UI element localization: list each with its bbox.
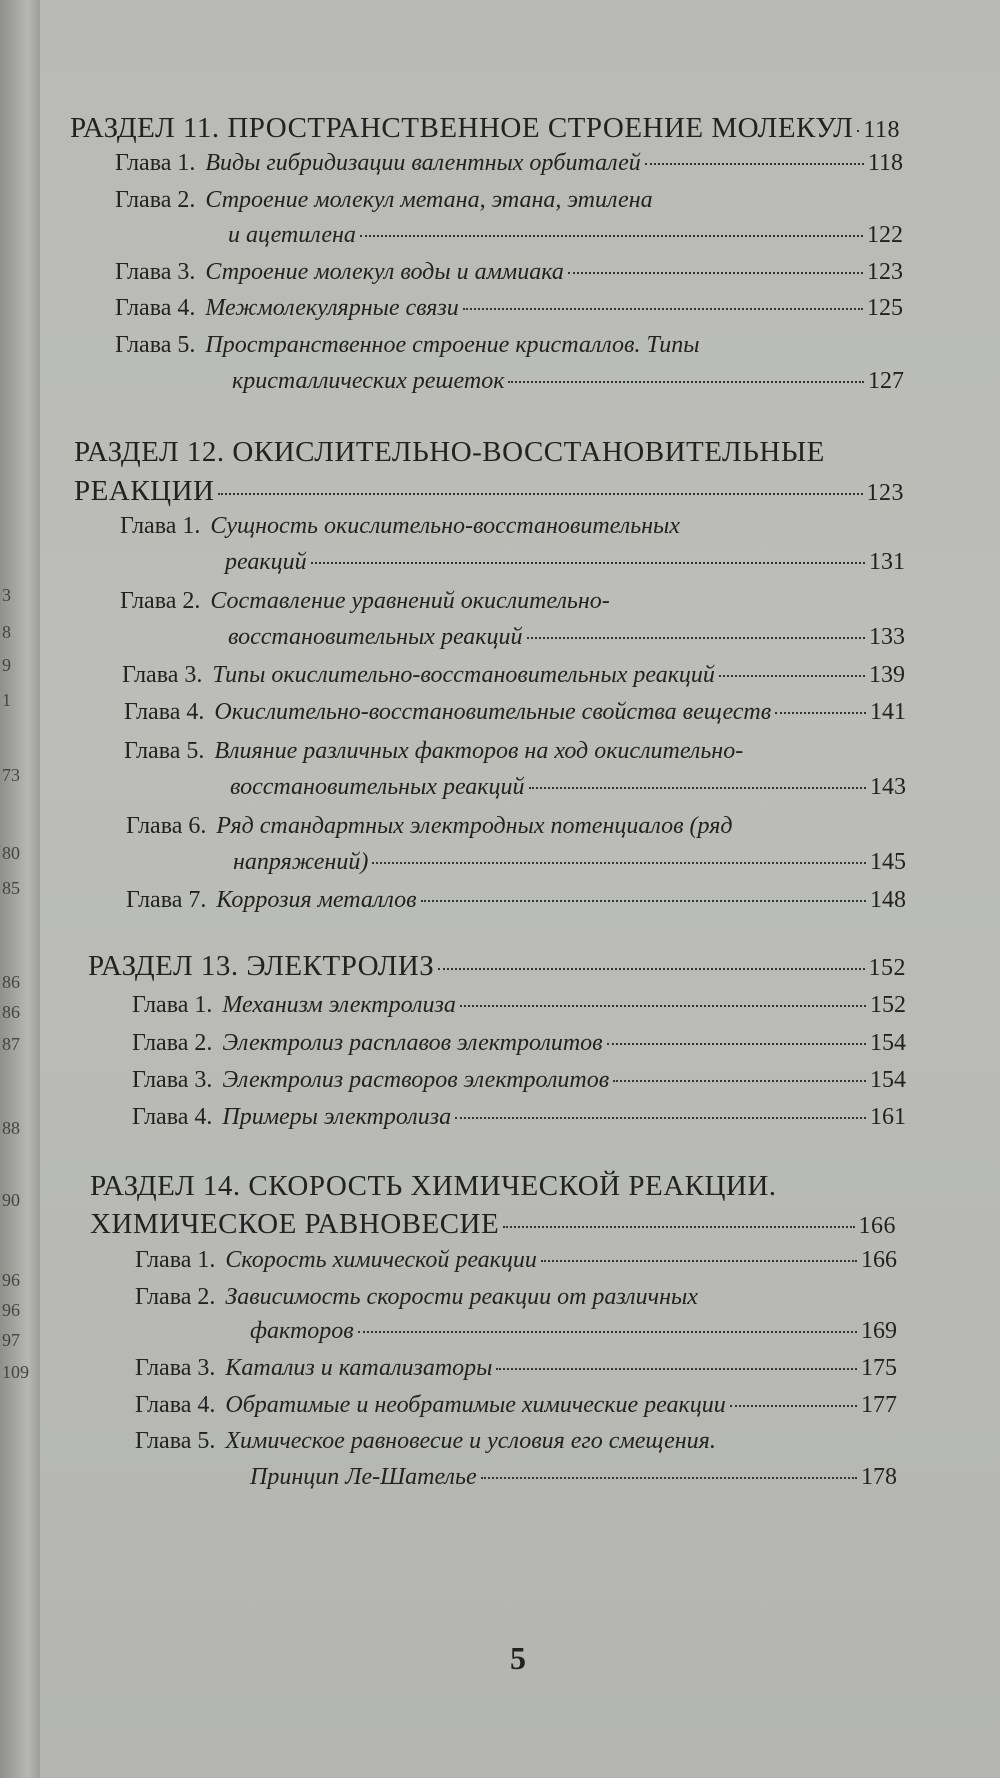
chapter-entry (124, 738, 906, 765)
chapter-page-number: 154 (870, 1030, 906, 1056)
chapter-label: Глава 2. (135, 1284, 216, 1310)
prev-page-number: 73 (2, 765, 20, 785)
chapter-label: Глава 3. (122, 662, 203, 688)
chapter-entry (115, 259, 903, 286)
prev-page-number: 1 (2, 690, 11, 710)
chapter-entry (126, 887, 906, 914)
book-page (40, 0, 1000, 1778)
chapter-page-number: 127 (868, 368, 904, 394)
chapter-entry (122, 662, 905, 689)
leader-dots (455, 1117, 866, 1119)
chapter-page-number: 152 (870, 992, 906, 1018)
chapter-label: Глава 4. (135, 1392, 216, 1418)
leader-dots (613, 1080, 866, 1082)
chapter-title: Электролиз расплавов электролитов (222, 1030, 603, 1056)
leader-dots (730, 1405, 857, 1407)
leader-dots (529, 787, 866, 789)
chapter-entry-continued (232, 368, 904, 395)
chapter-label: Глава 1. (120, 513, 201, 539)
leader-dots (607, 1043, 866, 1045)
chapter-entry (132, 992, 906, 1019)
chapter-title-continued: факторов (250, 1318, 354, 1344)
section-page-number: 166 (858, 1213, 896, 1239)
section-11-entry (70, 112, 900, 145)
chapter-page-number: 139 (869, 662, 905, 688)
chapter-entry (115, 332, 903, 359)
chapter-title: Окислительно-восстановительные свойства веществ (214, 699, 772, 725)
chapter-entry (115, 187, 903, 214)
chapter-title: Строение молекул метана, этана, этилена (205, 187, 653, 213)
chapter-entry (135, 1355, 897, 1382)
chapter-title-continued: восстановительных реакций (230, 774, 525, 800)
chapter-title-continued: и ацетилена (228, 222, 356, 248)
chapter-title: Зависимость скорости реакции от различных (225, 1284, 698, 1310)
chapter-title-continued: кристаллических решеток (232, 368, 505, 394)
chapter-title: Пространственное строение кристаллов. Типы (205, 332, 700, 358)
leader-dots (541, 1260, 857, 1262)
chapter-label: Глава 2. (120, 588, 201, 614)
prev-page-number: 96 (2, 1270, 20, 1290)
chapter-label: Глава 7. (126, 887, 207, 913)
chapter-page-number: 143 (870, 774, 906, 800)
chapter-entry (120, 513, 905, 540)
section-title-continued: ХИМИЧЕСКОЕ РАВНОВЕСИЕ (90, 1208, 500, 1240)
leader-dots (775, 712, 866, 714)
chapter-title-continued: реакций (225, 549, 307, 575)
prev-page-number: 86 (2, 972, 20, 992)
chapter-entry (135, 1428, 897, 1455)
chapter-label: Глава 3. (135, 1355, 216, 1381)
chapter-label: Глава 4. (115, 295, 196, 321)
chapter-entry (120, 588, 905, 615)
chapter-label: Глава 1. (135, 1247, 216, 1273)
chapter-page-number: 141 (870, 699, 906, 725)
chapter-title: Составление уравнений окислительно- (210, 588, 610, 614)
chapter-title: Катализ и катализаторы (225, 1355, 493, 1381)
chapter-label: Глава 3. (132, 1067, 213, 1093)
chapter-entry (135, 1284, 897, 1311)
leader-dots (645, 163, 864, 165)
section-page-number: 118 (863, 117, 900, 143)
leader-dots (460, 1005, 866, 1007)
chapter-label: Глава 5. (135, 1428, 216, 1454)
chapter-entry (135, 1392, 897, 1419)
chapter-title: Химическое равновесие и условия его смещения. (225, 1428, 716, 1454)
chapter-page-number: 123 (867, 259, 903, 285)
chapter-entry-continued (250, 1318, 897, 1345)
chapter-entry (126, 813, 906, 840)
leader-dots (496, 1368, 857, 1370)
chapter-page-number: 145 (870, 849, 906, 875)
chapter-title-continued: Принцип Ле-Шателье (250, 1464, 477, 1490)
leader-dots (358, 1331, 857, 1333)
section-14-entry (90, 1208, 896, 1241)
leader-dots (508, 381, 864, 383)
chapter-label: Глава 5. (115, 332, 196, 358)
leader-dots (527, 637, 865, 639)
leader-dots (481, 1477, 857, 1479)
chapter-entry (124, 699, 906, 726)
chapter-page-number: 175 (861, 1355, 897, 1381)
chapter-page-number: 125 (867, 295, 903, 321)
prev-page-number: 3 (2, 585, 11, 605)
chapter-label: Глава 3. (115, 259, 196, 285)
chapter-title: Обратимые и необратимые химические реакции (225, 1392, 726, 1418)
chapter-entry (115, 295, 903, 322)
chapter-page-number: 131 (869, 549, 905, 575)
chapter-entry (115, 150, 903, 177)
prev-page-number: 96 (2, 1300, 20, 1320)
chapter-page-number: 122 (867, 222, 903, 248)
chapter-entry (132, 1030, 906, 1057)
page-number: 5 (510, 1640, 526, 1676)
chapter-title-continued: напряжений) (233, 849, 369, 875)
section-page-number: 152 (868, 955, 906, 981)
chapter-page-number: 133 (869, 624, 905, 650)
prev-page-number: 90 (2, 1190, 20, 1210)
chapter-title: Механизм электролиза (222, 992, 456, 1018)
chapter-page-number: 154 (870, 1067, 906, 1093)
chapter-title: Ряд стандартных электродных потенциалов (ряд (216, 813, 733, 839)
prev-page-number: 8 (2, 622, 11, 642)
prev-page-number: 80 (2, 843, 20, 863)
leader-dots (568, 272, 863, 274)
chapter-title: Типы окислительно-восстановительных реакций (212, 662, 715, 688)
leader-dots (421, 900, 866, 902)
leader-dots (360, 235, 863, 237)
chapter-entry-continued (250, 1464, 897, 1491)
leader-dots (503, 1226, 854, 1228)
section-title: РАЗДЕЛ 13. ЭЛЕКТРОЛИЗ (88, 950, 435, 982)
chapter-label: Глава 4. (132, 1104, 213, 1130)
chapter-page-number: 169 (861, 1318, 897, 1344)
chapter-label: Глава 2. (115, 187, 196, 213)
chapter-entry (135, 1247, 897, 1274)
chapter-entry-continued (228, 222, 903, 249)
leader-dots (311, 562, 865, 564)
chapter-title: Влияние различных факторов на ход окислительно- (214, 738, 744, 764)
section-12-entry (74, 475, 904, 508)
prev-page-number: 9 (2, 655, 11, 675)
chapter-title: Электролиз растворов электролитов (222, 1067, 610, 1093)
chapter-entry (132, 1067, 906, 1094)
chapter-title: Примеры электролиза (222, 1104, 452, 1130)
prev-page-number: 87 (2, 1034, 20, 1054)
leader-dots (218, 493, 862, 495)
leader-dots (372, 862, 866, 864)
leader-dots (463, 308, 863, 310)
chapter-title: Коррозия металлов (216, 887, 417, 913)
chapter-title: Виды гибридизации валентных орбиталей (205, 150, 641, 176)
section-12-title: РАЗДЕЛ 12. ОКИСЛИТЕЛЬНО-ВОССТАНОВИТЕЛЬНЫЕ (74, 436, 825, 468)
chapter-entry-continued (225, 549, 905, 576)
chapter-title-continued: восстановительных реакций (228, 624, 523, 650)
chapter-page-number: 148 (870, 887, 906, 913)
chapter-label: Глава 4. (124, 699, 205, 725)
chapter-label: Глава 2. (132, 1030, 213, 1056)
section-title: РАЗДЕЛ 11. ПРОСТРАНСТВЕННОЕ СТРОЕНИЕ МОЛЕКУЛ (70, 112, 854, 144)
chapter-page-number: 161 (870, 1104, 906, 1130)
prev-page-number: 88 (2, 1118, 20, 1138)
chapter-entry-continued (233, 849, 906, 876)
chapter-page-number: 166 (861, 1247, 897, 1273)
section-page-number: 123 (866, 480, 904, 506)
chapter-page-number: 177 (861, 1392, 897, 1418)
chapter-entry-continued (230, 774, 906, 801)
chapter-title: Межмолекулярные связи (205, 295, 459, 321)
chapter-title: Сущность окислительно-восстановительных (210, 513, 680, 539)
chapter-label: Глава 1. (115, 150, 196, 176)
previous-page-edge (0, 0, 40, 1778)
chapter-title: Скорость химической реакции (225, 1247, 537, 1273)
prev-page-number: 97 (2, 1330, 20, 1350)
leader-dots (857, 130, 859, 132)
section-title-continued: РЕАКЦИИ (74, 475, 215, 507)
chapter-page-number: 178 (861, 1464, 897, 1490)
chapter-entry (132, 1104, 906, 1131)
leader-dots (719, 675, 865, 677)
prev-page-number: 85 (2, 878, 20, 898)
chapter-page-number: 118 (867, 150, 903, 176)
prev-page-number: 86 (2, 1002, 20, 1022)
chapter-label: Глава 1. (132, 992, 213, 1018)
prev-page-number: 109 (2, 1362, 29, 1382)
chapter-label: Глава 6. (126, 813, 207, 839)
chapter-title: Строение молекул воды и аммиака (205, 259, 564, 285)
chapter-entry-continued (228, 624, 905, 651)
section-14-title: РАЗДЕЛ 14. СКОРОСТЬ ХИМИЧЕСКОЙ РЕАКЦИИ. (90, 1170, 777, 1202)
leader-dots (438, 968, 864, 970)
section-13-entry (88, 950, 906, 983)
chapter-label: Глава 5. (124, 738, 205, 764)
